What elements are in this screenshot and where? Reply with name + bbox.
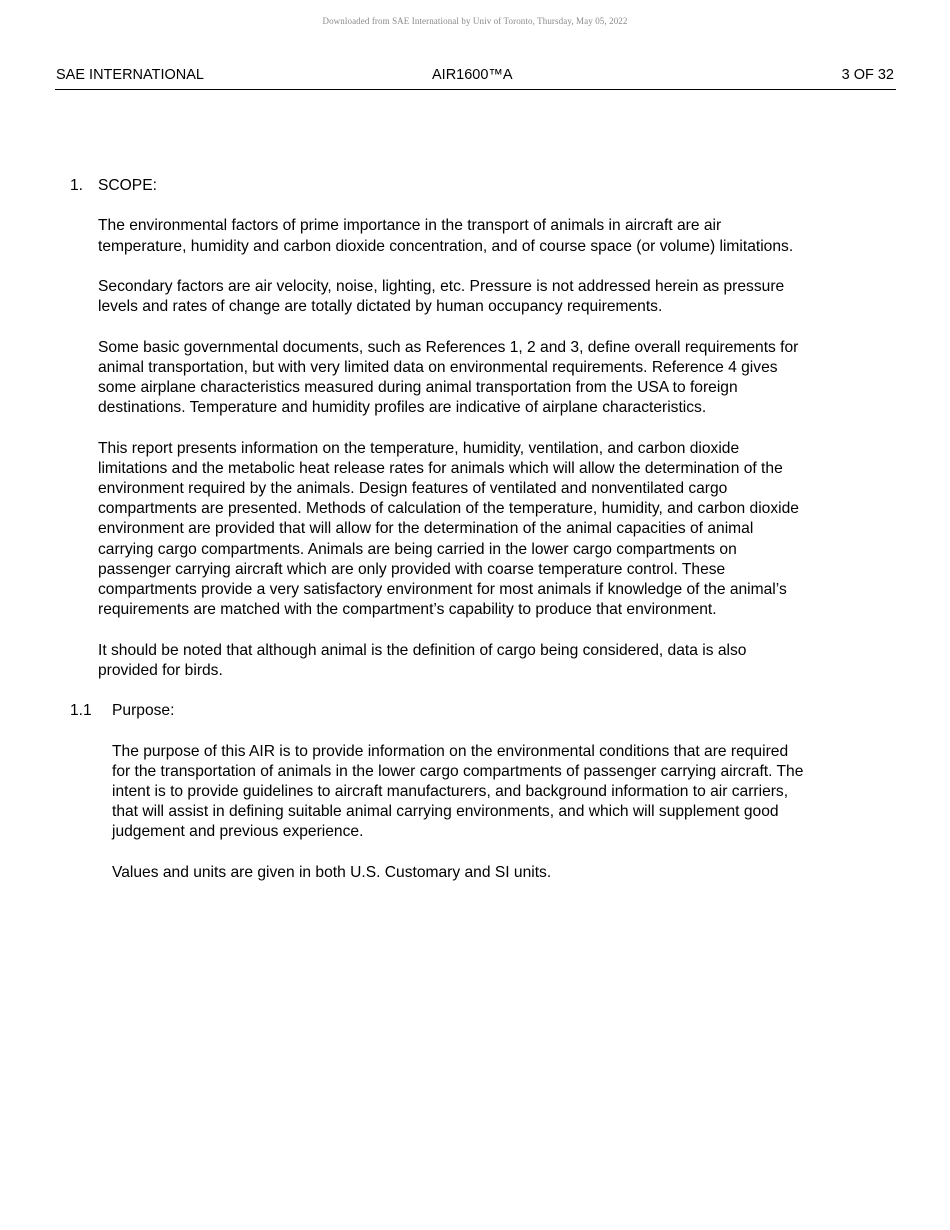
section-title: SCOPE: [98,177,157,194]
scope-paragraph: The environmental factors of prime importance in the transport of animals in aircraft are air temperature, humidity and carbon dioxide concentration, and of course space (or volume) limitations. [98,217,794,255]
subsection-number: 1.1 [70,702,92,720]
header-document-id: AIR1600™A [432,67,513,83]
purpose-paragraph: Values and units are given in both U.S. Customary and SI units. [112,863,552,881]
page-header [55,66,896,90]
download-watermark: Downloaded from SAE International by Univ of Toronto, Thursday, May 05, 2022 [322,16,628,26]
section-number: 1. [70,177,84,194]
purpose-paragraph: The purpose of this AIR is to provide information on the environmental conditions that are required for the transportation of animals in the lower cargo compartments of passenger carrying aircraft. The intent is to provide guidelines to aircraft manufacturers, and background information to air carriers, that will assist in defining suitable animal carrying environments, and which will supplement good judgement and previous experience. [112,742,804,841]
subsection-heading-purpose [0,701,950,721]
scope-paragraph: It should be noted that although animal is the definition of cargo being considered, data is also provided for birds. [98,641,747,679]
header-publisher: SAE INTERNATIONAL [56,67,204,83]
scope-paragraph: This report presents information on the temperature, humidity, ventilation, and carbon dioxide limitations and the metabolic heat release rates for animals which will allow the determination of the environment required by the animals. Design features of ventilated and nonventilated cargo compartments are presented. Methods of calculation of the temperature, humidity, and carbon dioxide environment are provided that will allow for the determination of the animal capacities of animal carrying cargo compartments. Animals are being carried in the lower cargo compartments on passenger carrying aircraft which are only provided with coarse temperature control. These compartments provide a very satisfactory environment for most animals if knowledge of the animal’s requirements are matched with the compartment’s capability to produce that environment. [98,439,799,619]
document-body [0,176,950,883]
scope-paragraph: Some basic governmental documents, such as References 1, 2 and 3, define overall requirements for animal transportation, but with very limited data on environmental requirements. Reference 4 gives some airplane characteristics measured during animal transportation from the USA to foreign destinations. Temperature and humidity profiles are indicative of airplane characteristics. [98,338,799,417]
section-heading-scope [0,176,950,196]
scope-paragraph: Secondary factors are air velocity, noise, lighting, etc. Pressure is not addressed herein as pressure levels and rates of change are totally dictated by human occupancy requirements. [98,277,785,316]
subsection-title: Purpose: [112,702,175,720]
header-page-number: 3 OF 32 [841,67,894,83]
